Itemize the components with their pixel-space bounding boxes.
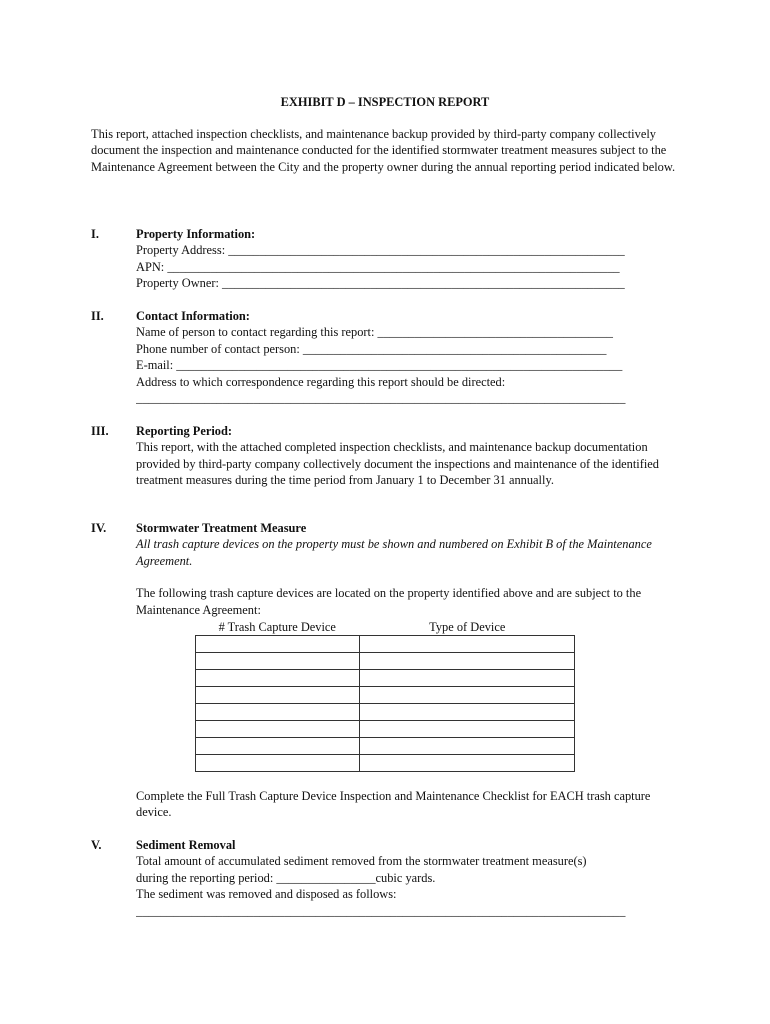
intro-text: This report, attached inspection checklists, and maintenance backup provided by third-party company collectively document the inspection and maintenance conducted for the identified stormwater treatment measures subject to the Maintenance Agreement between the City and the property owner during the annual reporting period indicated below.: [91, 127, 676, 174]
device-type-cell[interactable]: [360, 755, 575, 772]
table-row: [196, 687, 575, 704]
table-row: [196, 653, 575, 670]
correspondence-address-label: Address to which correspondence regarding this report should be directed:: [136, 374, 506, 389]
device-number-cell[interactable]: [196, 687, 360, 704]
device-number-cell[interactable]: [196, 653, 360, 670]
section-heading: Contact Information:: [136, 309, 250, 323]
column-header-device-number: # Trash Capture Device: [196, 619, 360, 636]
device-number-cell[interactable]: [196, 670, 360, 687]
reporting-period-text: This report, with the attached completed inspection checklists, and maintenance backup documentation provided by third-party company collectively document the inspections and maintenance of the identified treatment measures during the time period from January 1 to December 31 annually.: [136, 440, 659, 488]
correspondence-address-field[interactable]: _______________________________________________________________________________: [136, 391, 626, 406]
section-number: IV.: [91, 521, 107, 535]
contact-name-field[interactable]: Name of person to contact regarding this report: ______________________________________: [136, 325, 613, 340]
section-number: III.: [91, 424, 109, 438]
section-number: I.: [91, 227, 99, 241]
section-number: II.: [91, 309, 104, 323]
device-type-cell[interactable]: [360, 653, 575, 670]
table-row: [196, 704, 575, 721]
contact-phone-field[interactable]: Phone number of contact person: _________________________________________________: [136, 341, 607, 356]
devices-intro-text: The following trash capture devices are located on the property identified above and are subject to the Maintenance Agreement:: [136, 586, 642, 617]
exhibit-note: All trash capture devices on the property must be shown and numbered on Exhibit B of the Maintenance Agreement.: [136, 537, 652, 568]
device-type-cell[interactable]: [360, 738, 575, 755]
section-heading: Reporting Period:: [136, 424, 233, 438]
complete-checklist-text: Complete the Full Trash Capture Device Inspection and Maintenance Checklist for EACH trash capture device.: [136, 789, 651, 820]
apn-field[interactable]: APN: _________________________________________________________________________: [136, 259, 620, 274]
table-row: [196, 670, 575, 687]
device-type-cell[interactable]: [360, 670, 575, 687]
sediment-volume-field[interactable]: during the reporting period: ________________cubic yards.: [136, 870, 436, 885]
trash-capture-devices-table: [195, 619, 575, 772]
contact-email-field[interactable]: E-mail: ________________________________________________________________________: [136, 358, 623, 373]
device-number-cell[interactable]: [196, 636, 360, 653]
device-type-cell[interactable]: [360, 704, 575, 721]
device-number-cell[interactable]: [196, 755, 360, 772]
document-title: EXHIBIT D – INSPECTION REPORT: [280, 95, 490, 109]
device-type-cell[interactable]: [360, 687, 575, 704]
section-number: V.: [91, 838, 102, 852]
table-row: [196, 721, 575, 738]
device-number-cell[interactable]: [196, 721, 360, 738]
table-header-row: [196, 619, 575, 636]
device-type-cell[interactable]: [360, 636, 575, 653]
sediment-total-text: Total amount of accumulated sediment removed from the stormwater treatment measure(s): [136, 854, 587, 869]
sediment-disposal-label: The sediment was removed and disposed as follows:: [136, 887, 397, 902]
table-row: [196, 738, 575, 755]
sediment-disposal-field[interactable]: _______________________________________________________________________________: [136, 903, 626, 918]
table-row: [196, 636, 575, 653]
device-number-cell[interactable]: [196, 738, 360, 755]
device-number-cell[interactable]: [196, 704, 360, 721]
section-heading: Stormwater Treatment Measure: [136, 521, 307, 535]
section-heading: Sediment Removal: [136, 838, 236, 852]
devices-table-wrapper: [91, 619, 691, 779]
column-header-device-type: Type of Device: [360, 619, 575, 636]
intro-paragraph: [91, 126, 681, 175]
section-heading: Property Information:: [136, 227, 256, 241]
device-type-cell[interactable]: [360, 721, 575, 738]
property-owner-field[interactable]: Property Owner: _________________________________________________________________: [136, 276, 625, 291]
table-row: [196, 755, 575, 772]
property-address-field[interactable]: Property Address: ________________________________________________________________: [136, 243, 625, 258]
